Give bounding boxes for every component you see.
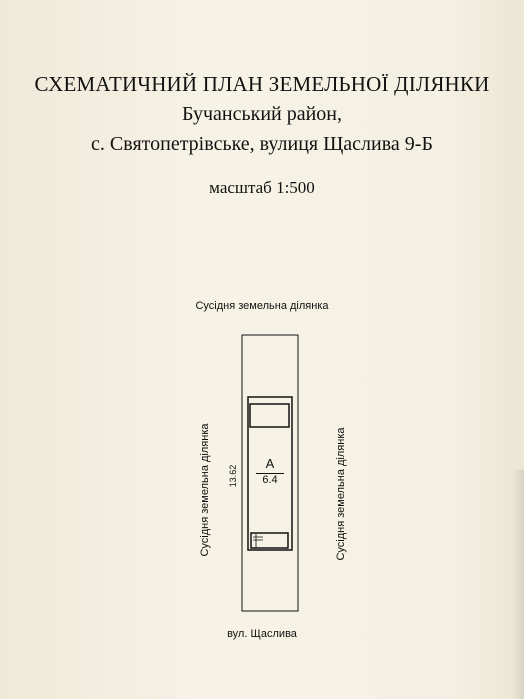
address-line: с. Святопетрівське, вулиця Щаслива 9-Б: [91, 133, 433, 155]
district-line: Бучанський район,: [181, 103, 343, 125]
dimension-length-label: 13.62: [228, 464, 238, 488]
entrance-mark: [253, 534, 263, 548]
page-edge-shadow: [512, 470, 524, 699]
neighbor-label-left: Сусідня земельна ділянка: [199, 423, 211, 557]
scale-label: масштаб 1:500: [209, 178, 315, 197]
building-top-section: [250, 404, 289, 427]
building-bottom-section: [251, 533, 288, 548]
street-label: вул. Щаслива: [227, 628, 297, 640]
neighbor-label-top: Сусідня земельна ділянка: [195, 300, 329, 312]
building-letter: А: [265, 456, 275, 471]
building-value: 6.4: [256, 473, 284, 486]
neighbor-label-right: Сусідня земельна ділянка: [335, 427, 347, 561]
document-title: СХЕМАТИЧНИЙ ПЛАН ЗЕМЕЛЬНОЇ ДІЛЯНКИ: [34, 72, 490, 96]
